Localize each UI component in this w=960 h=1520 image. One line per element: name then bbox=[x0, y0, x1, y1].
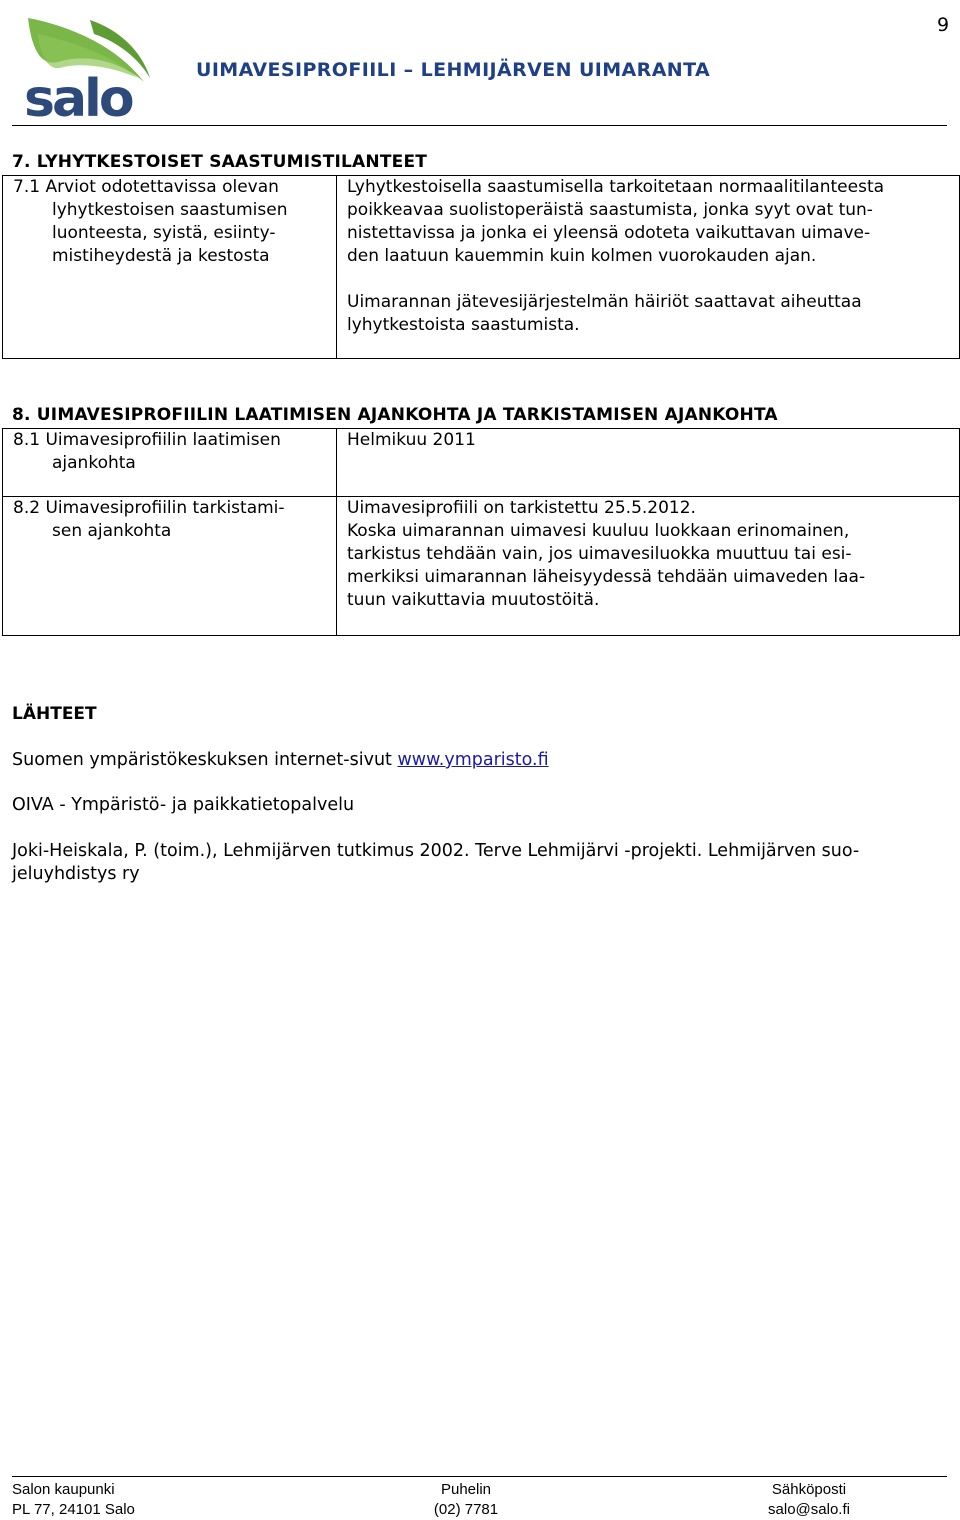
section8-1-value-cell bbox=[337, 429, 960, 497]
label-line: ajankohta bbox=[52, 453, 136, 473]
content-line: lyhytkestoista saastumista. bbox=[347, 315, 580, 335]
label-line: 8.1 Uimavesiprofiilin laatimisen bbox=[13, 430, 281, 450]
label-line: lyhytkestoisen saastumisen bbox=[52, 200, 288, 220]
content-line: poikkeavaa suolistoperäistä saastumista, jonka syyt ovat tun- bbox=[347, 200, 873, 220]
content-line: den laatuun kauemmin kuin kolmen vuorokauden ajan. bbox=[347, 246, 817, 266]
content-line: tarkistus tehdään vain, jos uimavesiluokka muuttuu tai esi- bbox=[347, 544, 852, 564]
footer-phone-number: (02) 7781 bbox=[433, 1501, 499, 1518]
reference-item: jeluyhdistys ry bbox=[12, 864, 140, 884]
reference-item bbox=[12, 750, 549, 770]
content-line: nistettavissa ja jonka ei yleensä odoteta vaikuttavan uimave- bbox=[347, 223, 871, 243]
section8-2-label-cell bbox=[3, 497, 337, 636]
section7-table bbox=[2, 175, 960, 359]
section8-2-content-cell bbox=[337, 497, 960, 636]
footer-postal: PL 77, 24101 Salo bbox=[12, 1501, 135, 1518]
footer-phone bbox=[426, 1480, 506, 1520]
preparation-date: Helmikuu 2011 bbox=[347, 430, 476, 450]
section7-row bbox=[3, 176, 960, 359]
label-line: luonteesta, syistä, esiinty- bbox=[52, 223, 276, 243]
document-title: UIMAVESIPROFIILI – LEHMIJÄRVEN UIMARANTA bbox=[196, 59, 711, 81]
logo-text: salo bbox=[24, 69, 132, 124]
section7-heading: 7. LYHYTKESTOISET SAASTUMISTILANTEET bbox=[12, 152, 428, 172]
label-line: 7.1 Arviot odotettavissa olevan bbox=[13, 177, 279, 197]
references-heading: LÄHTEET bbox=[12, 704, 97, 724]
section8-heading: 8. UIMAVESIPROFIILIN LAATIMISEN AJANKOHTA JA TARKISTAMISEN AJANKOHTA bbox=[12, 405, 778, 425]
reference-item: OIVA - Ympäristö- ja paikkatietopalvelu bbox=[12, 795, 355, 815]
label-line: mistiheydestä ja kestosta bbox=[52, 246, 270, 266]
content-line: Uimavesiprofiili on tarkistettu 25.5.2012. bbox=[347, 498, 696, 518]
footer-rule bbox=[12, 1476, 947, 1477]
content-line: tuun vaikuttavia muutostöitä. bbox=[347, 590, 600, 610]
header-rule bbox=[12, 125, 947, 126]
page-number: 9 bbox=[937, 14, 950, 36]
section8-row1 bbox=[3, 429, 960, 497]
salo-logo bbox=[20, 12, 160, 124]
reference-link[interactable]: www.ymparisto.fi bbox=[397, 750, 549, 770]
footer-org: Salon kaupunki bbox=[12, 1481, 115, 1498]
content-line: Koska uimarannan uimavesi kuuluu luokkaan erinomainen, bbox=[347, 521, 850, 541]
salo-leaf-icon bbox=[20, 12, 160, 124]
section8-1-label-cell bbox=[3, 429, 337, 497]
reference-text: Suomen ympäristökeskuksen internet-sivut bbox=[12, 750, 398, 770]
footer-email-label: Sähköposti bbox=[771, 1481, 847, 1498]
section7-label-cell bbox=[3, 176, 337, 359]
content-line: merkiksi uimarannan läheisyydessä tehdään uimaveden laa- bbox=[347, 567, 866, 587]
footer-address bbox=[12, 1480, 135, 1520]
reference-item: Joki-Heiskala, P. (toim.), Lehmijärven tutkimus 2002. Terve Lehmijärvi -projekti. Lehmijärven suo- bbox=[12, 841, 860, 861]
label-line: 8.2 Uimavesiprofiilin tarkistami- bbox=[13, 498, 285, 518]
label-line: sen ajankohta bbox=[52, 521, 172, 541]
content-line: Uimarannan jätevesijärjestelmän häiriöt saattavat aiheuttaa bbox=[347, 292, 862, 312]
section8-row2 bbox=[3, 497, 960, 636]
content-line: Lyhytkestoisella saastumisella tarkoitetaan normaalitilanteesta bbox=[347, 177, 885, 197]
section7-content-cell bbox=[337, 176, 960, 359]
footer-email bbox=[760, 1480, 858, 1520]
footer-phone-label: Puhelin bbox=[440, 1481, 492, 1498]
section8-table bbox=[2, 428, 960, 636]
footer-email-address[interactable]: salo@salo.fi bbox=[768, 1501, 850, 1518]
